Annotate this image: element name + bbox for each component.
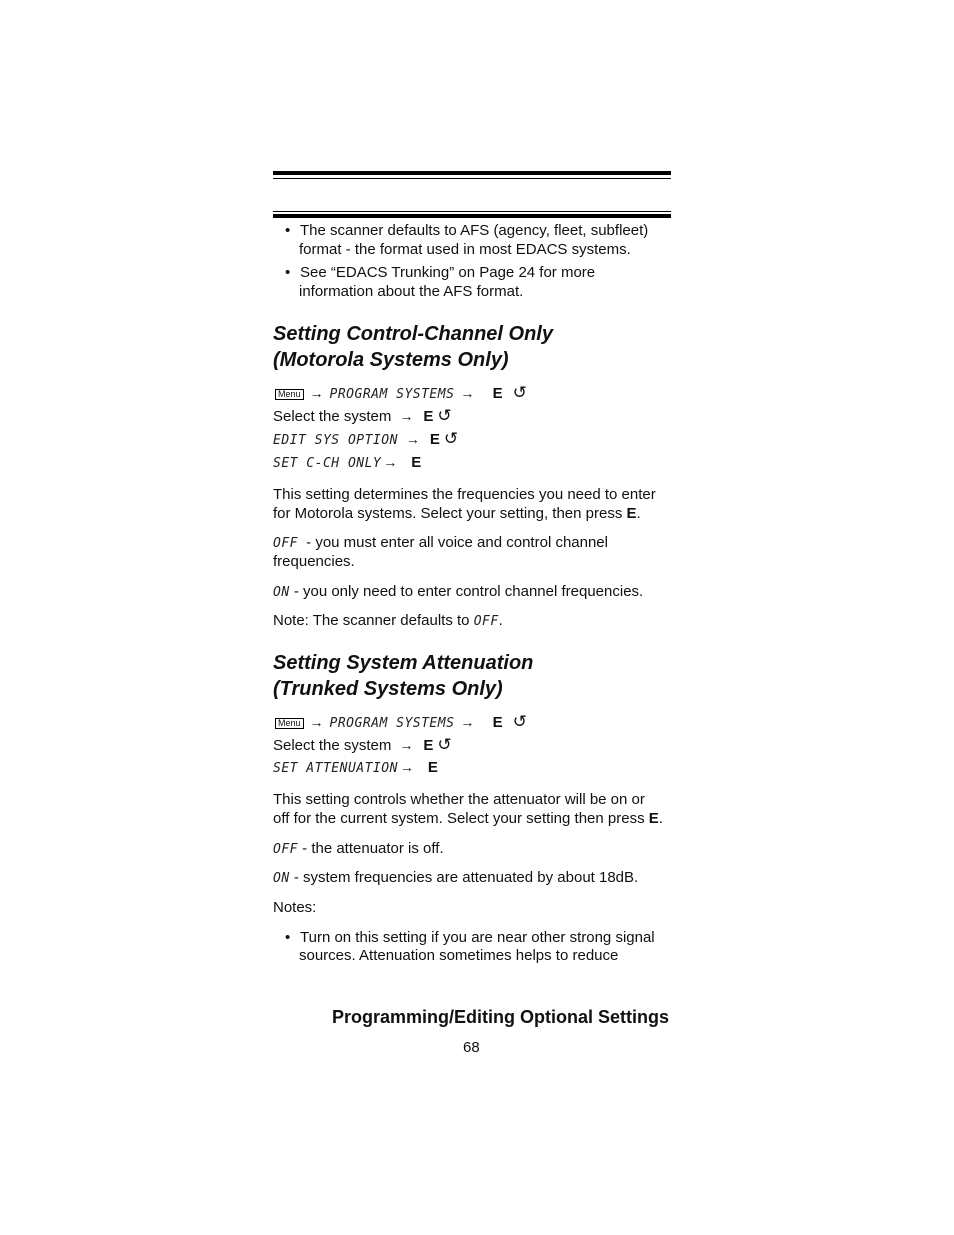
lcd-text: OFF bbox=[273, 842, 298, 857]
option-on-line bbox=[273, 868, 638, 888]
paragraph-line: This setting controls whether the attenuator will be on or bbox=[273, 791, 645, 808]
arrow-icon: → bbox=[399, 408, 414, 424]
bullet-text-line: sources. Attenuation sometimes helps to reduce bbox=[299, 947, 619, 964]
e-key-text: E bbox=[626, 505, 637, 522]
e-key-icon: E bbox=[411, 454, 422, 471]
section2-heading-line1: Setting System Attenuation bbox=[273, 652, 534, 674]
lcd-text: PROGRAM SYSTEMS bbox=[329, 387, 455, 402]
section-rule-thick bbox=[273, 214, 671, 218]
loop-icon: ↺ bbox=[443, 429, 459, 448]
option-desc: - system frequencies are attenuated by about 18dB. bbox=[289, 869, 639, 886]
option-desc: - you must enter all voice and control channel bbox=[301, 534, 608, 551]
key-sequence-step bbox=[273, 758, 438, 778]
key-sequence-step bbox=[275, 712, 527, 733]
header-rule-thin bbox=[273, 178, 671, 179]
menu-key-icon: Menu bbox=[275, 718, 304, 729]
arrow-icon: → bbox=[460, 714, 475, 730]
loop-icon: ↺ bbox=[512, 712, 527, 731]
key-sequence-step bbox=[273, 406, 452, 426]
lcd-text: EDIT SYS OPTION bbox=[273, 433, 398, 448]
key-sequence-step bbox=[273, 735, 452, 755]
arrow-icon: → bbox=[399, 759, 414, 775]
header-rule-thick bbox=[273, 171, 671, 175]
key-sequence-step bbox=[273, 429, 458, 450]
select-system-text: Select the system bbox=[273, 737, 392, 754]
section1-heading-line2: (Motorola Systems Only) bbox=[273, 349, 509, 371]
section-rule-thin bbox=[273, 211, 671, 212]
e-key-icon: E bbox=[427, 759, 438, 776]
bullet-marker: • bbox=[285, 929, 291, 946]
section2-heading-line2: (Trunked Systems Only) bbox=[273, 678, 503, 700]
bullet-marker: • bbox=[285, 222, 291, 239]
paragraph-text: . bbox=[658, 810, 663, 827]
bullet-text-line: Turn on this setting if you are near other strong signal bbox=[300, 929, 655, 946]
arrow-icon: → bbox=[460, 385, 475, 401]
bullet-text-line: information about the AFS format. bbox=[299, 283, 524, 300]
note-text: . bbox=[498, 612, 503, 629]
key-sequence-step bbox=[275, 383, 527, 404]
e-key-icon: E bbox=[492, 385, 503, 402]
lcd-text: PROGRAM SYSTEMS bbox=[329, 716, 455, 731]
bullet-text-line: See “EDACS Trunking” on Page 24 for more bbox=[300, 264, 596, 281]
section1-heading-line1: Setting Control-Channel Only bbox=[273, 323, 553, 345]
select-system-text: Select the system bbox=[273, 408, 392, 425]
lcd-text: SET ATTENUATION bbox=[273, 761, 398, 776]
arrow-icon: → bbox=[405, 431, 420, 447]
paragraph-line bbox=[273, 504, 641, 523]
arrow-icon: → bbox=[309, 385, 324, 401]
e-key-icon: E bbox=[423, 408, 434, 425]
e-key-icon: E bbox=[429, 431, 440, 448]
lcd-text: OFF bbox=[473, 614, 499, 629]
lcd-text: OFF bbox=[273, 536, 298, 551]
paragraph-line bbox=[273, 809, 663, 828]
option-off-line2: frequencies. bbox=[273, 553, 355, 570]
e-key-icon: E bbox=[492, 714, 503, 731]
bullet-text-line: The scanner defaults to AFS (agency, fleet, subfleet) bbox=[300, 222, 649, 239]
arrow-icon: → bbox=[383, 454, 398, 470]
paragraph-text: . bbox=[636, 505, 641, 522]
paragraph-text: off for the current system. Select your setting then press bbox=[273, 810, 649, 827]
loop-icon: ↺ bbox=[437, 406, 452, 425]
option-desc: - you only need to enter control channel frequencies. bbox=[289, 583, 644, 600]
loop-icon: ↺ bbox=[512, 383, 527, 402]
note-text: Note: The scanner defaults to bbox=[273, 612, 474, 629]
key-sequence-step bbox=[273, 453, 421, 473]
page-number: 68 bbox=[463, 1039, 480, 1056]
note-line bbox=[273, 611, 503, 631]
loop-icon: ↺ bbox=[437, 735, 452, 754]
paragraph-line: This setting determines the frequencies you need to enter bbox=[273, 486, 656, 503]
arrow-icon: → bbox=[309, 714, 324, 730]
paragraph-text: for Motorola systems. Select your setting, then press bbox=[273, 505, 627, 522]
menu-key-icon: Menu bbox=[275, 389, 304, 400]
footer-title: Programming/Editing Optional Settings bbox=[331, 1007, 669, 1027]
lcd-text: SET C-CH ONLY bbox=[273, 456, 382, 471]
option-off-line bbox=[273, 839, 444, 859]
option-on-line bbox=[273, 582, 643, 602]
option-desc: - the attenuator is off. bbox=[297, 840, 444, 857]
lcd-text: ON bbox=[273, 585, 290, 600]
bullet-text-line: format - the format used in most EDACS systems. bbox=[299, 241, 631, 258]
bullet-marker: • bbox=[285, 264, 291, 281]
e-key-text: E bbox=[648, 810, 659, 827]
lcd-text: ON bbox=[273, 871, 290, 886]
arrow-icon: → bbox=[399, 737, 414, 753]
notes-label: Notes: bbox=[273, 899, 317, 916]
option-off-line bbox=[273, 533, 608, 553]
e-key-icon: E bbox=[423, 737, 434, 754]
